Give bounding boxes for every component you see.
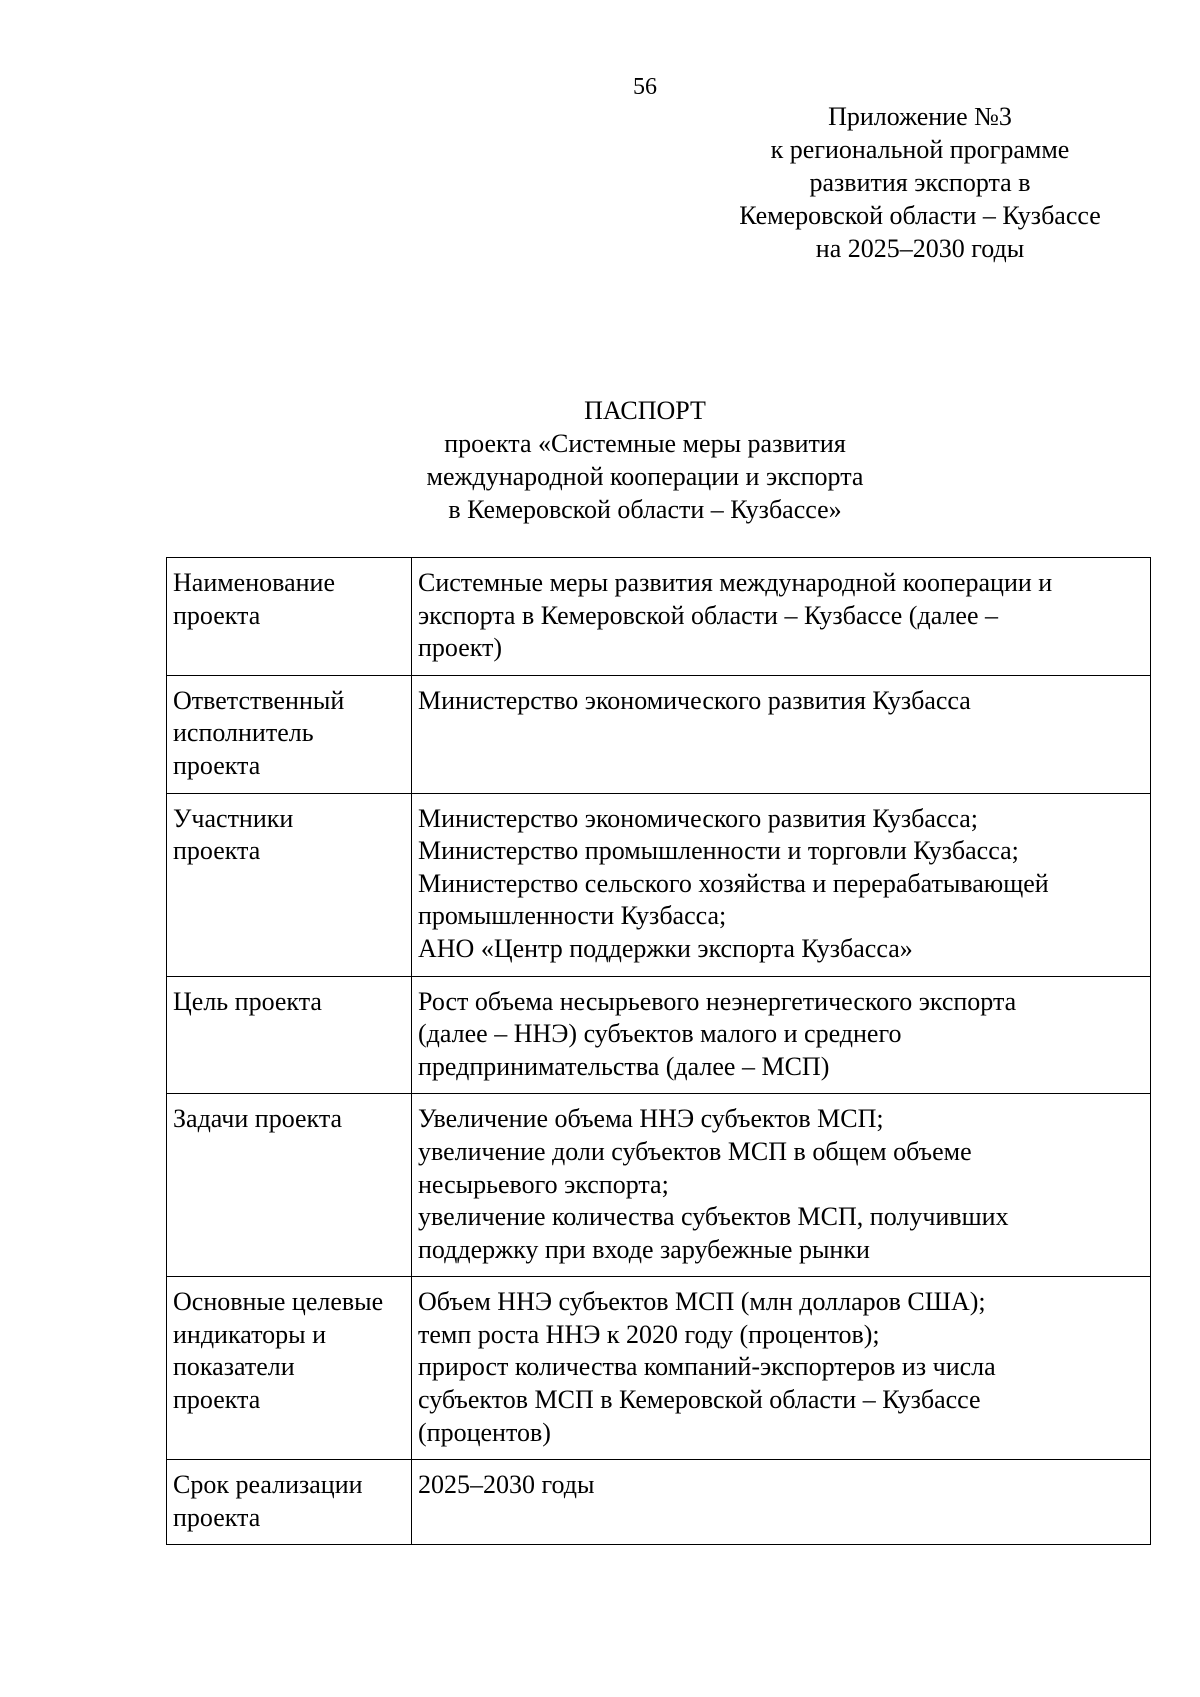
row-value-line: поддержку при входе зарубежные рынки bbox=[418, 1234, 870, 1264]
table-row bbox=[167, 558, 1151, 676]
row-label-cell bbox=[167, 793, 412, 976]
row-label-cell bbox=[167, 1094, 412, 1277]
row-value-line: темп роста ННЭ к 2020 году (процентов); bbox=[418, 1319, 880, 1349]
row-label-line: Ответственный bbox=[173, 685, 345, 715]
row-value-cell bbox=[412, 793, 1151, 976]
row-value-line: Министерство сельского хозяйства и перерабатывающей bbox=[418, 868, 1049, 898]
row-label-line: Наименование bbox=[173, 568, 335, 597]
page-number: 56 bbox=[633, 74, 657, 100]
row-value-line: (далее – ННЭ) субъектов малого и среднего bbox=[418, 1019, 902, 1049]
row-label-cell bbox=[167, 1460, 412, 1545]
row-value-line: увеличение количества субъектов МСП, получивших bbox=[418, 1202, 1009, 1232]
row-value-line: Рост объема несырьевого неэнергетического экспорта bbox=[418, 986, 1017, 1016]
appendix-line: к региональной программе bbox=[770, 135, 1070, 164]
row-label-cell bbox=[167, 1277, 412, 1460]
table-row bbox=[167, 976, 1151, 1094]
row-label-line: Цель проекта bbox=[173, 986, 322, 1016]
row-label-line: проекта bbox=[173, 836, 261, 866]
passport-subtitle-line: проекта «Системные меры развития bbox=[444, 429, 846, 458]
row-label-line: Срок реализации bbox=[173, 1470, 363, 1500]
row-value-line: 2025–2030 годы bbox=[418, 1470, 595, 1500]
passport-table bbox=[166, 557, 1151, 1545]
appendix-line: на 2025–2030 годы bbox=[815, 234, 1025, 263]
row-label-line: исполнитель bbox=[173, 718, 314, 748]
row-value-line: АНО «Центр поддержки экспорта Кузбасса» bbox=[418, 933, 913, 963]
row-value-line: Системные меры развития международной кооперации и bbox=[418, 568, 1053, 597]
row-label-line: проекта bbox=[173, 1502, 261, 1532]
row-value-line: промышленности Кузбасса; bbox=[418, 901, 727, 931]
appendix-line: Кемеровской области – Кузбассе bbox=[739, 201, 1101, 230]
row-value-line: Министерство экономического развития Кузбасса bbox=[418, 685, 971, 715]
row-value-line: увеличение доли субъектов МСП в общем объеме bbox=[418, 1136, 972, 1166]
row-label-line: проекта bbox=[173, 750, 261, 780]
passport-subtitle-line: в Кемеровской области – Кузбассе» bbox=[448, 495, 842, 524]
table-row bbox=[167, 1277, 1151, 1460]
row-value-line: Министерство экономического развития Кузбасса; bbox=[418, 803, 979, 833]
row-value-cell bbox=[412, 558, 1151, 676]
row-value-line: предпринимательства (далее – МСП) bbox=[418, 1051, 830, 1081]
row-value-cell bbox=[412, 1460, 1151, 1545]
table-row bbox=[167, 1460, 1151, 1545]
row-value-line: несырьевого экспорта; bbox=[418, 1169, 669, 1199]
row-label-line: индикаторы и bbox=[173, 1319, 326, 1349]
appendix-line: развития экспорта в bbox=[809, 168, 1031, 197]
table-row bbox=[167, 675, 1151, 793]
row-value-cell bbox=[412, 1094, 1151, 1277]
row-value-line: проект) bbox=[418, 633, 503, 663]
row-label-line: Участники bbox=[173, 803, 294, 833]
row-value-cell bbox=[412, 675, 1151, 793]
appendix-note bbox=[690, 100, 1150, 265]
row-value-line: (процентов) bbox=[418, 1417, 551, 1447]
table-row bbox=[167, 793, 1151, 976]
row-value-line: экспорта в Кемеровской области – Кузбассе (далее – bbox=[418, 600, 999, 630]
table-row bbox=[167, 1094, 1151, 1277]
row-label-line: проекта bbox=[173, 1385, 261, 1415]
row-label-line: показатели bbox=[173, 1352, 295, 1382]
row-value-line: субъектов МСП в Кемеровской области – Кузбассе bbox=[418, 1385, 981, 1415]
row-value-cell bbox=[412, 976, 1151, 1094]
passport-subtitle-line: международной кооперации и экспорта bbox=[426, 462, 864, 491]
row-value-line: Министерство промышленности и торговли Кузбасса; bbox=[418, 836, 1019, 866]
appendix-line: Приложение №3 bbox=[828, 102, 1012, 131]
passport-title: ПАСПОРТ bbox=[584, 396, 706, 425]
row-label-line: Основные целевые bbox=[173, 1287, 384, 1317]
passport-heading bbox=[300, 394, 990, 526]
row-label-cell bbox=[167, 675, 412, 793]
row-value-line: Объем ННЭ субъектов МСП (млн долларов США); bbox=[418, 1287, 986, 1317]
row-label-cell bbox=[167, 976, 412, 1094]
row-value-cell bbox=[412, 1277, 1151, 1460]
row-label-line: Задачи проекта bbox=[173, 1104, 343, 1134]
row-label-line: проекта bbox=[173, 600, 261, 630]
row-value-line: Увеличение объема ННЭ субъектов МСП; bbox=[418, 1104, 884, 1134]
row-label-cell bbox=[167, 558, 412, 676]
row-value-line: прирост количества компаний-экспортеров из числа bbox=[418, 1352, 996, 1382]
